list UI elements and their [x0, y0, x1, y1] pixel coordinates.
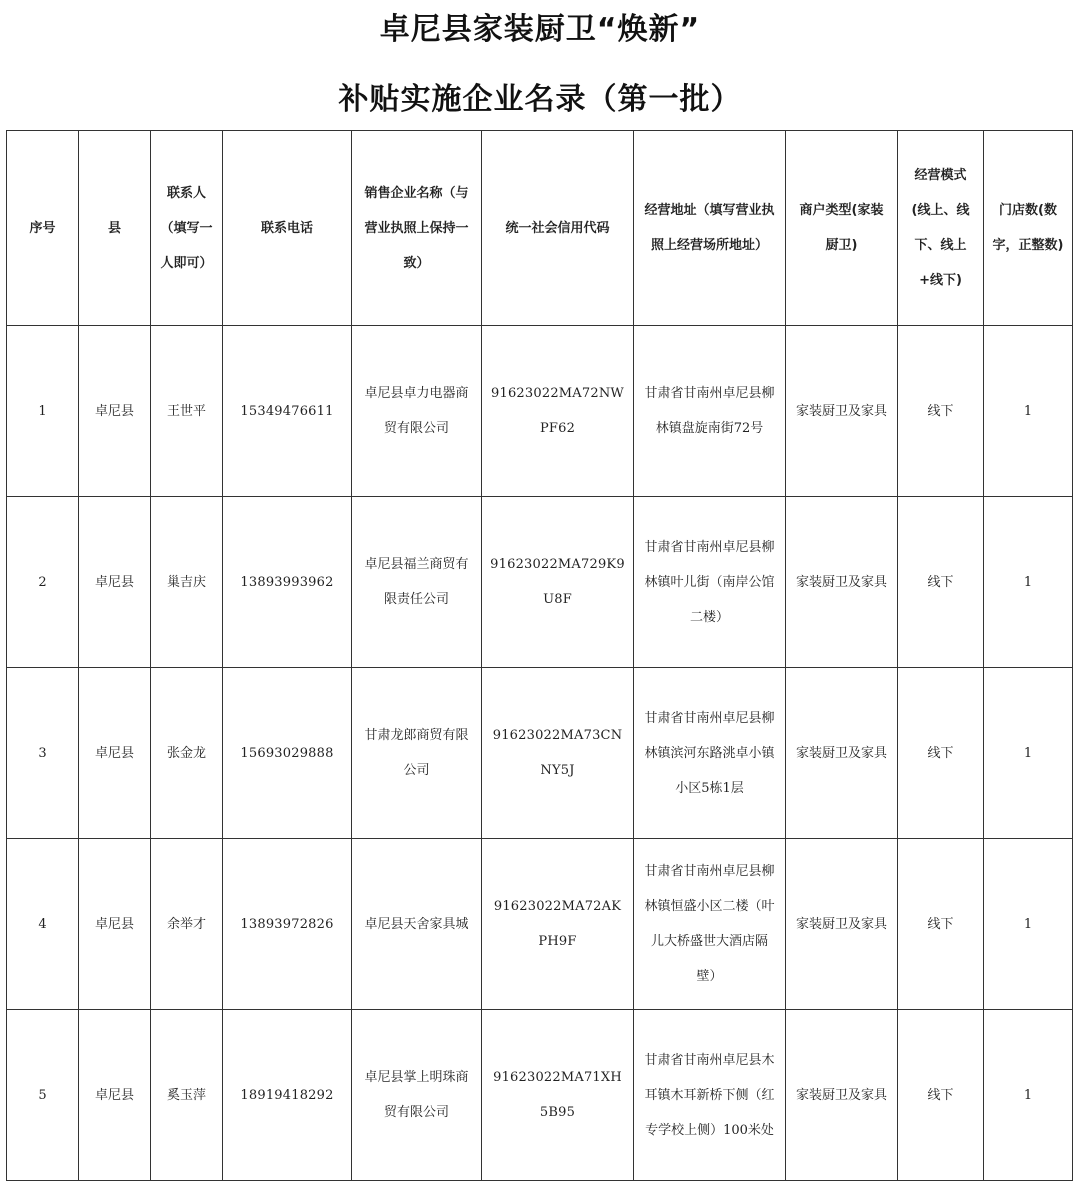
cell-county: 卓尼县 — [79, 668, 151, 839]
cell-stores: 1 — [984, 326, 1073, 497]
cell-address: 甘肃省甘南州卓尼县柳林镇恒盛小区二楼（叶儿大桥盛世大酒店隔壁） — [634, 839, 786, 1010]
cell-company: 卓尼县掌上明珠商贸有限公司 — [352, 1010, 482, 1181]
cell-index: 3 — [7, 668, 79, 839]
cell-credit-code: 91623022MA71XH5B95 — [482, 1010, 634, 1181]
cell-stores: 1 — [984, 1010, 1073, 1181]
page-subtitle: 补贴实施企业名录（第一批） — [338, 82, 742, 117]
cell-index: 4 — [7, 839, 79, 1010]
header-mode: 经营模式(线上、线下、线上+线下) — [898, 131, 984, 326]
cell-mode: 线下 — [898, 668, 984, 839]
cell-phone: 15349476611 — [223, 326, 352, 497]
cell-phone: 15693029888 — [223, 668, 352, 839]
cell-address: 甘肃省甘南州卓尼县木耳镇木耳新桥下侧（红专学校上侧）100米处 — [634, 1010, 786, 1181]
cell-contact: 巢吉庆 — [151, 497, 223, 668]
cell-stores: 1 — [984, 668, 1073, 839]
cell-contact: 奚玉萍 — [151, 1010, 223, 1181]
cell-contact: 张金龙 — [151, 668, 223, 839]
cell-stores: 1 — [984, 497, 1073, 668]
enterprise-table — [6, 130, 1073, 1181]
cell-index: 1 — [7, 326, 79, 497]
table-row — [7, 497, 1073, 668]
cell-credit-code: 91623022MA72NWPF62 — [482, 326, 634, 497]
cell-county: 卓尼县 — [79, 497, 151, 668]
table-row — [7, 839, 1073, 1010]
cell-merchant-type: 家装厨卫及家具 — [786, 839, 898, 1010]
cell-merchant-type: 家装厨卫及家具 — [786, 1010, 898, 1181]
cell-address: 甘肃省甘南州卓尼县柳林镇滨河东路洮卓小镇小区5栋1层 — [634, 668, 786, 839]
cell-credit-code: 91623022MA73CNNY5J — [482, 668, 634, 839]
header-merchant-type: 商户类型(家装厨卫) — [786, 131, 898, 326]
header-contact: 联系人（填写一人即可） — [151, 131, 223, 326]
header-address: 经营地址（填写营业执照上经营场所地址） — [634, 131, 786, 326]
header-company: 销售企业名称（与营业执照上保持一致） — [352, 131, 482, 326]
table-row — [7, 326, 1073, 497]
cell-stores: 1 — [984, 839, 1073, 1010]
header-county: 县 — [79, 131, 151, 326]
cell-address: 甘肃省甘南州卓尼县柳林镇叶儿街（南岸公馆二楼） — [634, 497, 786, 668]
header-phone: 联系电话 — [223, 131, 352, 326]
cell-county: 卓尼县 — [79, 839, 151, 1010]
cell-county: 卓尼县 — [79, 326, 151, 497]
cell-index: 2 — [7, 497, 79, 668]
cell-contact: 王世平 — [151, 326, 223, 497]
header-index: 序号 — [7, 131, 79, 326]
cell-company: 卓尼县福兰商贸有限责任公司 — [352, 497, 482, 668]
cell-mode: 线下 — [898, 839, 984, 1010]
cell-phone: 13893993962 — [223, 497, 352, 668]
cell-mode: 线下 — [898, 326, 984, 497]
cell-merchant-type: 家装厨卫及家具 — [786, 668, 898, 839]
cell-mode: 线下 — [898, 497, 984, 668]
cell-mode: 线下 — [898, 1010, 984, 1181]
cell-merchant-type: 家装厨卫及家具 — [786, 497, 898, 668]
table-header-row — [7, 131, 1073, 326]
cell-company: 卓尼县卓力电器商贸有限公司 — [352, 326, 482, 497]
table-row — [7, 668, 1073, 839]
page-title: 卓尼县家装厨卫“焕新” — [379, 12, 701, 47]
cell-company: 甘肃龙郎商贸有限公司 — [352, 668, 482, 839]
cell-address: 甘肃省甘南州卓尼县柳林镇盘旋南街72号 — [634, 326, 786, 497]
table-row — [7, 1010, 1073, 1181]
cell-credit-code: 91623022MA72AKPH9F — [482, 839, 634, 1010]
cell-credit-code: 91623022MA729K9U8F — [482, 497, 634, 668]
cell-phone: 18919418292 — [223, 1010, 352, 1181]
cell-merchant-type: 家装厨卫及家具 — [786, 326, 898, 497]
cell-county: 卓尼县 — [79, 1010, 151, 1181]
cell-index: 5 — [7, 1010, 79, 1181]
header-stores: 门店数(数字，正整数) — [984, 131, 1073, 326]
cell-company: 卓尼县天舍家具城 — [352, 839, 482, 1010]
cell-phone: 13893972826 — [223, 839, 352, 1010]
cell-contact: 余举才 — [151, 839, 223, 1010]
header-credit-code: 统一社会信用代码 — [482, 131, 634, 326]
